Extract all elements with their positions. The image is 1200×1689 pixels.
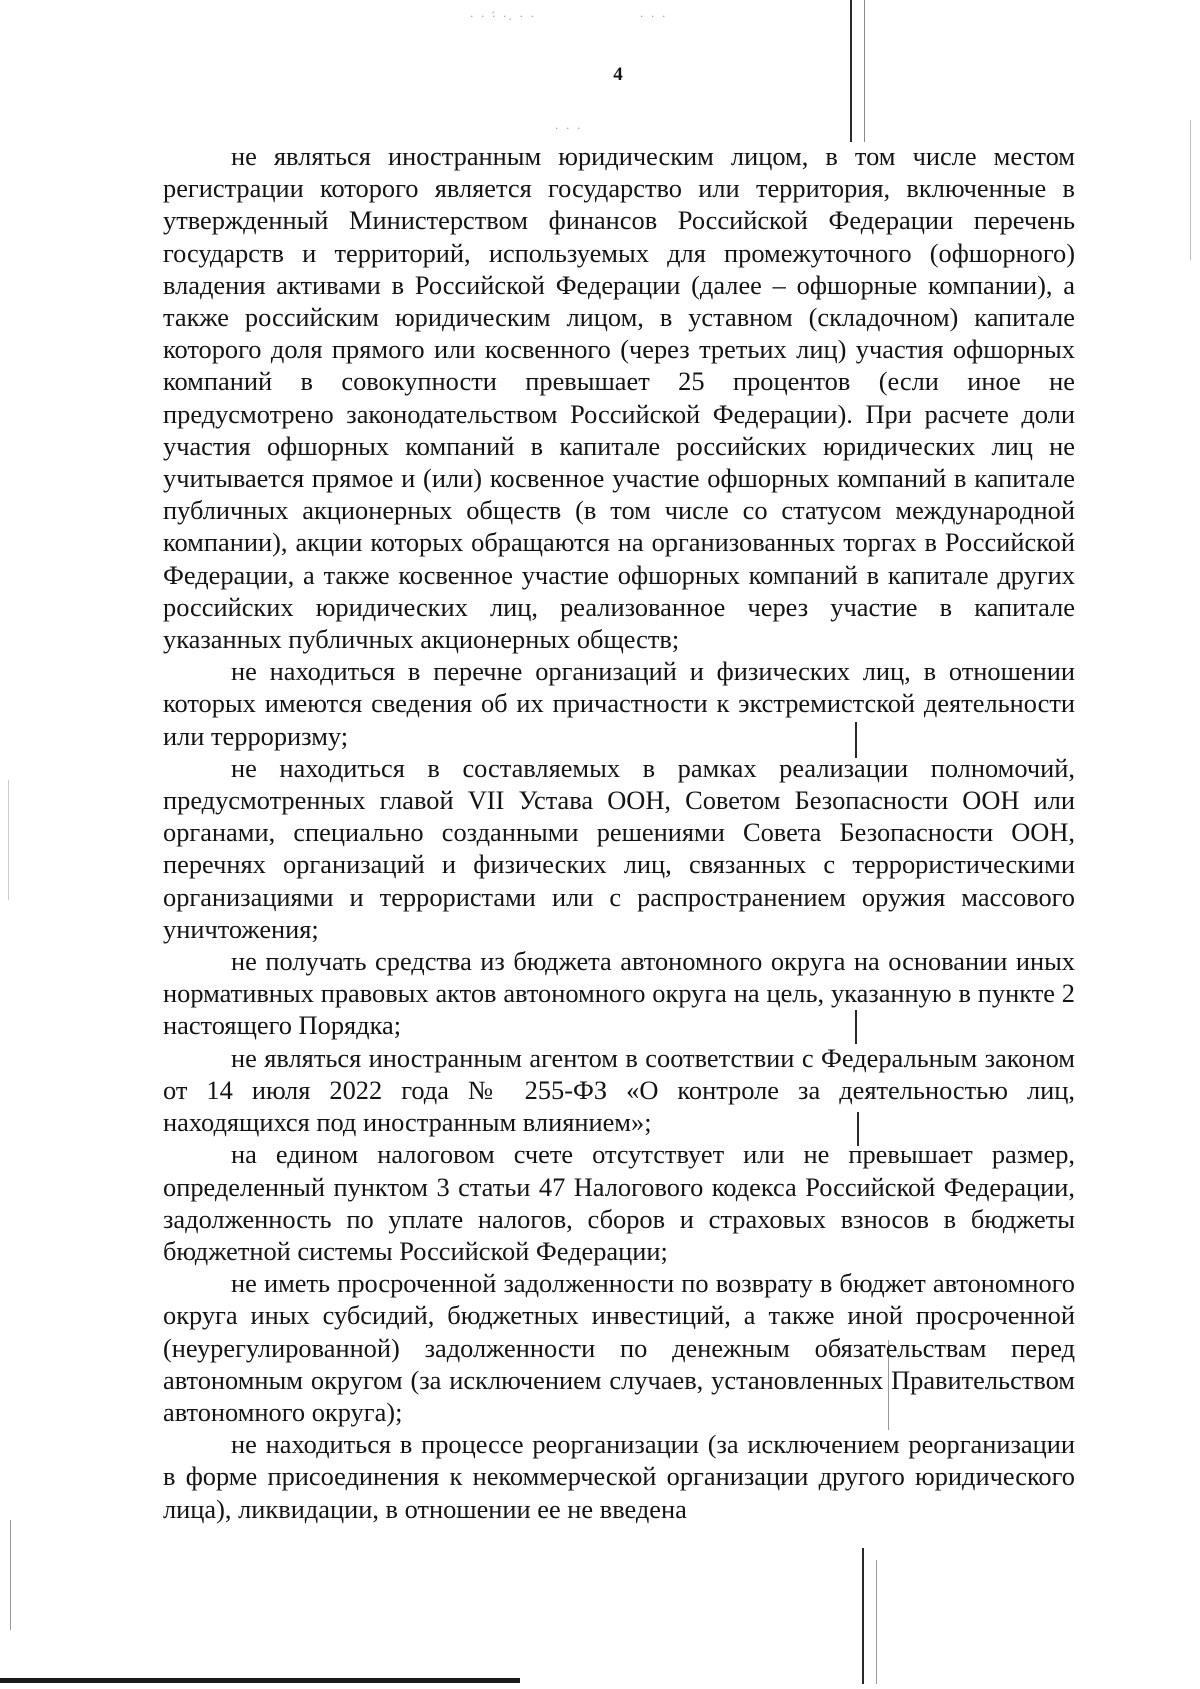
scan-line (850, 0, 852, 142)
paragraph: не иметь просроченной задолженности по возврату в бюджет автономного округа иных субсидий, бюджетных инвестиций, а также иной просроченной (неурегулированной) задолженности по денежным обязательствам перед автономным округом (за исключением случаев, установленных Правительством автономного округа); (163, 1268, 1075, 1427)
scan-noise: · · · (640, 10, 668, 23)
scan-line (10, 1520, 11, 1630)
paragraph: не находиться в составляемых в рамках реализации полномочий, предусмотренных главой VII Устава ООН, Советом Безопасности ООН или органами, специально созданными решениями Совета Безопасности ООН, перечнях организаций и физических лиц, связанных с террористическими организациями и террористами или с распространением оружия массового уничтожения; (163, 752, 1075, 944)
scan-edge-bar (0, 1678, 520, 1683)
document-body (163, 140, 1075, 1525)
scan-line (8, 780, 9, 900)
paragraph: не являться иностранным юридическим лицом, в том числе местом регистрации которого является государство или территория, включенные в утвержденный Министерством финансов Российской Федерации перечень государств и территорий, используемых для промежуточного (офшорного) владения активами в Российской Федерации (далее – офшорные компании), а также российским юридическим лицом, в уставном (складочном) капитале которого доля прямого или косвенного (через третьих лиц) участия офшорных компаний в совокупности превышает 25 процентов (если иное не предусмотрено законодательством Российской Федерации). При расчете доли участия офшорных компаний в капитале российских юридических лиц не учитывается прямое и (или) косвенное участие офшорных компаний в капитале публичных акционерных обществ (в том числе со статусом международной компании), акции которых обращаются на организованных торгах в Российской Федерации, а также косвенное участие офшорных компаний в капитале других российских юридических лиц, реализованное через участие в капитале указанных публичных акционерных обществ; (163, 141, 1075, 655)
scan-line (862, 1548, 864, 1684)
scan-noise: · · · (555, 122, 583, 135)
scan-line (864, 0, 865, 142)
paragraph: не получать средства из бюджета автономного округа на основании иных нормативных правовых актов автономного округа на цель, указанную в пункте 2 настоящего Порядка; (163, 946, 1075, 1041)
paragraph: не являться иностранным агентом в соответствии с Федеральным законом от 14 июля 2022 года № 255-ФЗ «О контроле за деятельностью лиц, находящихся под иностранным влиянием»; (163, 1042, 1075, 1138)
scan-line (1190, 120, 1191, 260)
paragraph: не находиться в процессе реорганизации (за исключением реорганизации в форме присоединения к некоммерческой организации другого юридического лица), ликвидации, в отношении ее не введена (163, 1429, 1075, 1524)
page-number: 4 (613, 64, 623, 85)
scan-noise: · · ·́ ·. · · (470, 10, 536, 23)
paragraph: не находиться в перечне организаций и физических лиц, в отношении которых имеются сведения об их причастности к экстремистской деятельности или терроризму; (163, 656, 1075, 751)
paragraph: на едином налоговом счете отсутствует или не превышает размер, определенный пунктом 3 статьи 47 Налогового кодекса Российской Федерации, задолженность по уплате налогов, сборов и страховых взносов в бюджеты бюджетной системы Российской Федерации; (163, 1139, 1075, 1266)
scan-line (876, 1560, 877, 1684)
